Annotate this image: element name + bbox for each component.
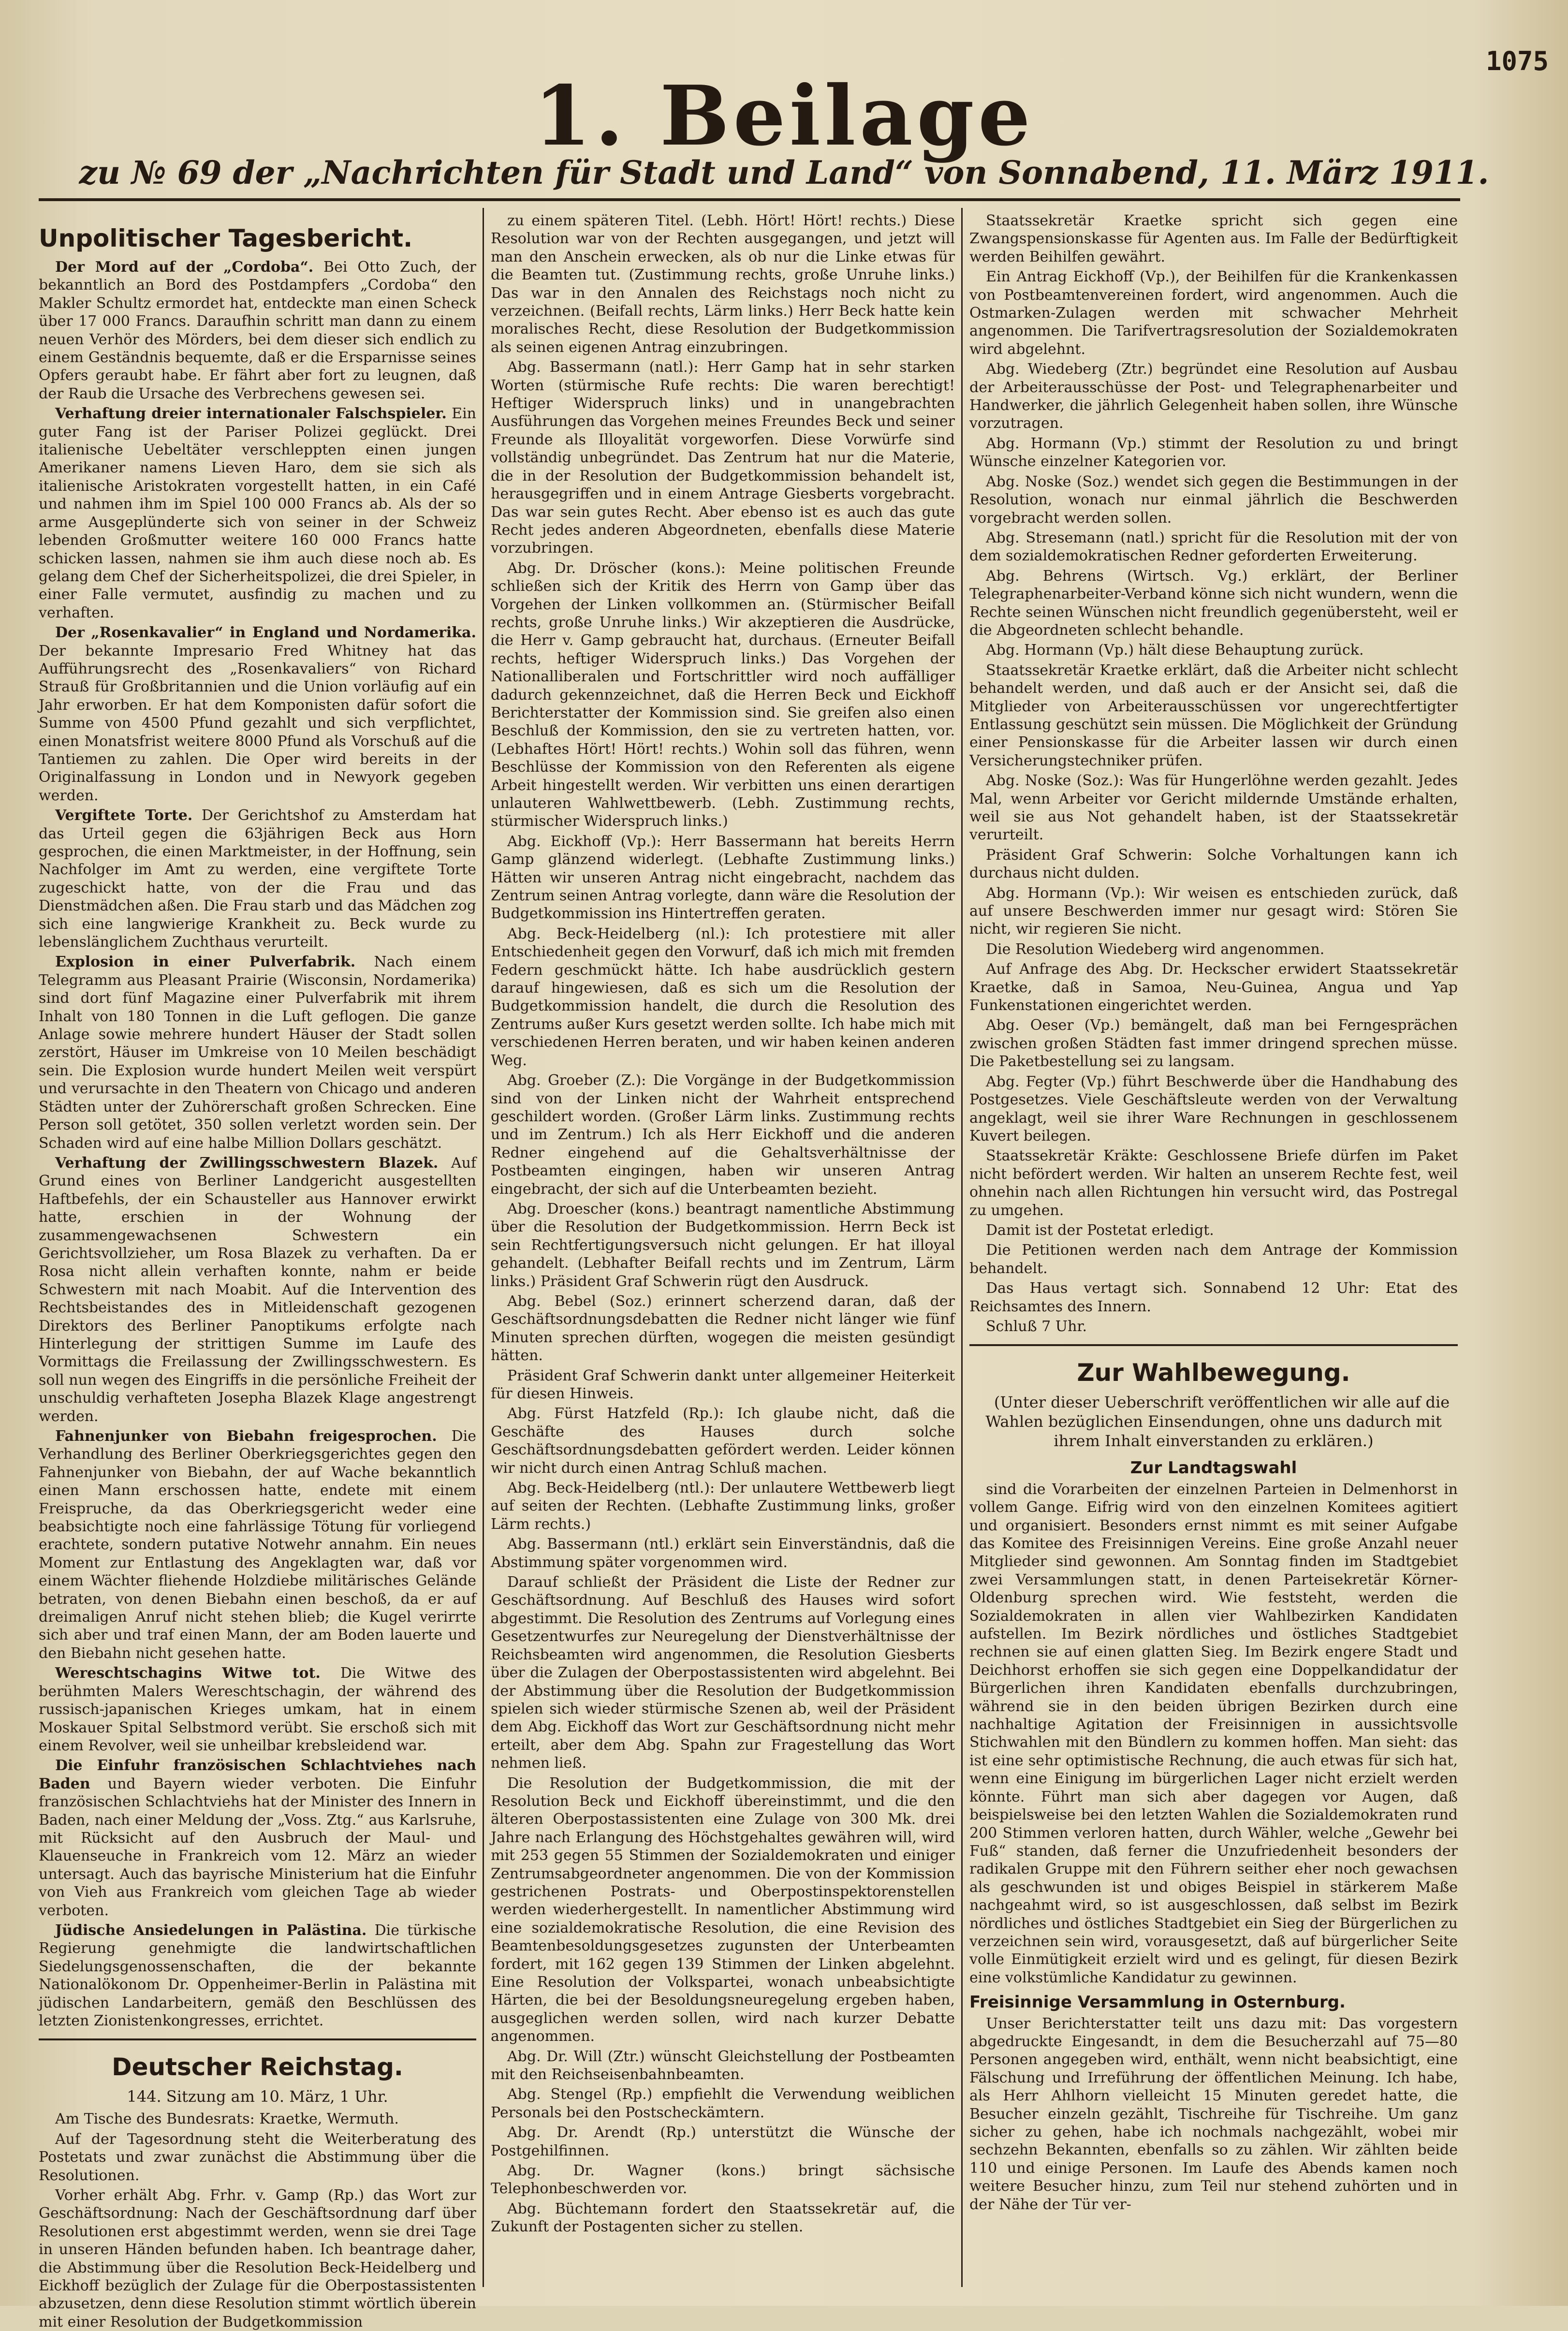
item-headline: Der Mord auf der „Cordoba“.: [55, 259, 314, 276]
paragraph: Staatssekretär Kraetke erklärt, daß die Arbeiter nicht schlecht behandelt werden, und daß auch er der Ansicht sei, daß die Mitglieder von Arbeiterausschüssen vor ungerechtfertigter Entlassung geschützt sein müssen. Die Möglichkeit der Gründung einer Pensionskasse für die Arbeiter lassen wir durch einen Versicherungstechniker prüfen.: [969, 661, 1458, 769]
paragraph: Auf Anfrage des Abg. Dr. Heckscher erwidert Staatssekretär Kraetke, daß in Samoa, Neu-Guinea, Angua und Yap Funkenstationen eingerichtet werden.: [969, 961, 1458, 1014]
item-text: Auf Grund eines von Berliner Landgericht ausgestellten Haftbefehls, der ein Schausteller aus Hannover erwirkt hatte, erschien in der Wohnung der zusammengewachsenen Schwestern ein Gerichtsvollzieher, um Rosa Blazek zu verhaften. Da er Rosa nicht allein verhaften konnte, nahm er beide Schwestern mit nach Moabit. Auf die Intervention des Rechtsbeistandes des in Mitleidenschaft gezogenen Direktors des Berliner Panoptikums erfolgte nach Hinterlegung der strittigen Summe im Laufe des Vormittags die Freilassung der Zwillingsschwestern. Es soll nun wegen des Eingriffs in die persönliche Freiheit der unschuldig verhafteten Josepha Blazek Klage angestrengt werden.: [39, 1154, 476, 1425]
paragraph: Abg. Bassermann (natl.): Herr Gamp hat in sehr starken Worten (stürmische Rufe rechts: Die waren berechtigt! Heftiger Widerspruch links) und in unangebrachten Ausführungen das Vorgehen meines Freundes Beck und seiner Freunde als Illoyalität vorgeworfen. Diese Vorwürfe sind vollständig unbegründet. Das Zentrum hat nur die Materie, die in der Resolution der Budgetkommission behandelt ist, herausgegriffen und in einem Antrage Giesberts vorgebracht. Das war sein gutes Recht. Aber ebenso ist es auch das gute Recht jedes anderen Abgeordneten, ebenfalls diese Materie vorzubringen.: [491, 359, 955, 557]
item-text: Nach einem Telegramm aus Pleasant Prairie (Wisconsin, Nordamerika) sind dort fünf Magazine einer Pulverfabrik mit ihrem Inhalt von 180 Tonnen in die Luft geflogen. Die ganze Anlage sowie mehrere hundert Häuser der Stadt sollen zerstört, Häuser im Umkreise von 10 Meilen beschädigt sein. Die Explosion wurde hundert Meilen weit verspürt und verursachte in den Theatern von Chicago und anderen Städten unter der Zuhörerschaft großen Schrecken. Eine Person soll getötet, 350 sollen verletzt worden sein. Der Schaden wird auf eine halbe Million Dollars geschätzt.: [39, 953, 476, 1152]
section-divider: [969, 1344, 1458, 1346]
item-text: Der bekannte Impresario Fred Whitney hat das Aufführungsrecht des „Rosenkavaliers“ von Richard Strauß für Großbritannien und die Union vorläufig auf ein Jahr erworben. Er hat dem Komponisten dafür sofort die Summe von 4500 Pfund gezahlt und sich verpflichtet, einen Monatsfrist weitere 8000 Pfund als Vorschuß auf die Tantiemen zu zahlen. Die Oper wird bereits in der Originalfassung in London und in Newyork gegeben werden.: [39, 642, 476, 804]
item-headline: Verhaftung der Zwillingsschwestern Blazek.: [55, 1154, 439, 1172]
item-headline: Explosion in einer Pulverfabrik.: [55, 953, 356, 971]
item-headline: Fahnenjunker von Biebahn freigesprochen.: [55, 1428, 437, 1445]
section-heading-reichstag: Deutscher Reichstag.: [112, 2053, 403, 2082]
paragraph: Abg. Bassermann (ntl.) erklärt sein Einverständnis, daß die Abstimmung später vorgenommen wird.: [491, 1536, 955, 1571]
paragraph: Abg. Stengel (Rp.) empfiehlt die Verwendung weiblichen Personals bei den Postscheckämtern.: [491, 2086, 955, 2121]
paragraph: Abg. Beck-Heidelberg (ntl.): Der unlautere Wettbewerb liegt auf seiten der Rechten. (Lebhafte Zustimmung links, großer Lärm rechts.): [491, 1480, 955, 1533]
reichstag-report-end: [969, 212, 1458, 1335]
paragraph: Staatssekretär Kräkte: Geschlossene Briefe dürfen im Paket nicht befördert werden. Wir halten an unserem Rechte fest, weil ohnehin nach allen Richtungen hin versucht wird, das Postregal zu umgehen.: [969, 1147, 1458, 1219]
paragraph: Abg. Büchtemann fordert den Staatssekretär auf, die Zukunft der Postagenten sicher zu stellen.: [491, 2200, 955, 2236]
session-line: 144. Sitzung am 10. März, 1 Uhr.: [127, 2087, 388, 2106]
paragraph: Unser Berichterstatter teilt uns dazu mit: Das vorgestern abgedruckte Eingesandt, in dem die Besucherzahl auf 75—80 Personen angegeben wird, enthält, wenn nicht beabsichtigt, eine Fälschung und Irreführung der öffentlichen Meinung. Ich habe, als Herr Ahlhorn vielleicht 15 Minuten geredet hatte, die Besucher einzeln gezählt, Tischreihe für Tischreihe. Um ganz sicher zu gehen, habe ich nochmals nachgezählt, wobei mir sechzehn Bekannten, ebenfalls so zu zählen. Wir zählten beide 110 und einige Personen. Im Laufe des Abends kamen noch weitere Besucher hinzu, zum Teil nur stehend zuhörten und in der Nähe der Tür ver-: [969, 2015, 1458, 2213]
paragraph: Abg. Droescher (kons.) beantragt namentliche Abstimmung über die Resolution der Budgetkommission. Herrn Beck ist sein Rechtfertigungsversuch nicht gelungen. Er hat illoyal gehandelt. (Lebhafter Beifall rechts und im Zentrum, Lärm links.) Präsident Graf Schwerin rügt den Ausdruck.: [491, 1200, 955, 1290]
item-headline: Jüdische Ansiedelungen in Palästina.: [55, 1921, 367, 1939]
news-item: [39, 1427, 476, 1662]
item-text: und Bayern wieder verboten. Die Einfuhr französischen Schlachtviehs hat der Minister des Innern in Baden, nach einer Meldung der „Voss. Ztg.“ aus Karlsruhe, mit Rücksicht auf den Ausbruch der Maul- und Klauenseuche in Frankreich vom 12. März an wieder untersagt. Auch das bayrische Ministerium hat die Einfuhr von Vieh aus Frankreich vom gleichen Tage ab wieder verboten.: [39, 1775, 476, 1919]
column-3: [969, 212, 1458, 2276]
item-text: Die türkische Regierung genehmigte die landwirtschaftlichen Siedelungsgenossenschaften, die der bekannte Nationalökonom Dr. Oppenheimer-Berlin in Palästina mit jüdischen Landarbeitern, gemäß den Beschlüssen des letzten Zionistenkongresses, errichtet.: [39, 1921, 476, 2029]
paragraph: Ein Antrag Eickhoff (Vp.), der Beihilfen für die Krankenkassen von Postbeamtenvereinen fordert, wird angenommen. Auch die Ostmarken-Zulagen werden mit schwacher Mehrheit angenommen. Die Tarifvertragsresolution der Sozialdemokraten wird abgelehnt.: [969, 268, 1458, 358]
paragraph: Abg. Fürst Hatzfeld (Rp.): Ich glaube nicht, daß die Geschäfte des Hauses durch solche Geschäftsordnungsdebatten gefördert werden. Leider können wir nicht durch einen Antrag Schluß machen.: [491, 1405, 955, 1477]
section-heading-wahlbewegung: Zur Wahlbewegung.: [1077, 1359, 1350, 1387]
news-item-list: [39, 258, 476, 2030]
paragraph: Abg. Groeber (Z.): Die Vorgänge in der Budgetkommission sind von der Linken nicht der Wahrheit entsprechend geschildert worden. (Großer Lärm links. Zustimmung rechts und im Zentrum.) Ich als Herr Eickhoff und die anderen Redner eingehend auf die Gehaltsverhältnisse der Postbeamten eingingen, haben wir unseren Antrag eingebracht, der sich auf die Unterbeamten bezieht.: [491, 1072, 955, 1198]
paragraph: Vorher erhält Abg. Frhr. v. Gamp (Rp.) das Wort zur Geschäftsordnung: Nach der Geschäftsordnung darf über Resolutionen erst abgestimmt werden, wenn sie drei Tage in unseren Händen befunden haben. Ich beantrage daher, die Abstimmung über die Resolution Beck-Heidelberg und Eickhoff bezüglich der Zulage für die Oberpostassistenten abzusetzen, denn diese Resolution stimmt wörtlich überein mit einer Resolution der Budgetkommission: [39, 2187, 476, 2331]
news-item: [39, 953, 476, 1152]
supplement-title: 1. Beilage: [534, 68, 1034, 164]
news-item: [39, 806, 476, 951]
item-text: Der Gerichtshof zu Amsterdam hat das Urteil gegen die 63jährigen Beck aus Horn gesprochen, die einen Marktmeister, in der Hoffnung, sein Nachfolger im Amt zu werden, eine vergiftete Torte zugeschickt hatte, von der die Frau und das Dienstmädchen aßen. Die Frau starb und das Mädchen zog sich eine langwierige Krankheit zu. Beck wurde zu lebenslänglichem Zuchthaus verurteilt.: [39, 807, 477, 951]
item-text: Die Witwe des berühmten Malers Wereschtschagin, der während des russisch-japanischen Krieges umkam, hat in einem Moskauer Spital Selbstmord verübt. Sie erschoß sich mit einem Revolver, weil sie unheilbar krebsleidend war.: [39, 1665, 476, 1754]
paragraph: Abg. Beck-Heidelberg (nl.): Ich protestiere mit aller Entschiedenheit gegen den Vorwurf, daß ich mich mit fremden Federn geschmückt hätte. Ich habe ausdrücklich gestern darauf hingewiesen, daß es sich um die Resolution der Budgetkommission handelt, die durch die Resolution des Zentrums außer Kurs gesetzt werden sollte. Ich habe mich mit verschiedenen Herren beraten, und wir haben keinen anderen Weg.: [491, 925, 955, 1069]
item-text: Ein guter Fang ist der Pariser Polizei geglückt. Drei italienische Uebeltäter verschleppten einen jungen Amerikaner namens Lieven Haro, dem sie sich als italienische Aristokraten vorgestellt hatten, in ein Café und nahmen ihm im Spiel 100 000 Francs ab. Als der so arme Ausgeplünderte sich von seiner in der Schweiz lebenden Großmutter weitere 160 000 Francs hatte schicken lassen, nahmen sie ihm auch diese noch ab. Es gelang dem Chef der Sicherheitspolizei, die drei Spieler, in einer Falle vermutet, ausfindig zu machen und zu verhaften.: [39, 405, 476, 621]
column-1: [39, 212, 477, 2331]
paragraph: Abg. Behrens (Wirtsch. Vg.) erklärt, der Berliner Telegraphenarbeiter-Verband könne sich nicht wundern, wenn die Rechte seinen Wünschen nicht freundlich gegenübersteht, weil er die Abgeordneten schlecht behandle.: [969, 567, 1458, 639]
reichstag-report-continued: [491, 212, 955, 2236]
item-headline: Die Einfuhr französischen Schlachtviehes nach Baden: [39, 1757, 476, 1792]
paragraph: Auf der Tagesordnung steht die Weiterberatung des Postetats und zwar zunächst die Abstimmung über die Resolutionen.: [39, 2130, 476, 2184]
paragraph: Abg. Wiedeberg (Ztr.) begründet eine Resolution auf Ausbau der Arbeiterausschüsse der Post- und Telegraphenarbeiter und Handwerker, die jährlich Gelegenheit haben sollen, ihre Wünsche vorzutragen.: [969, 361, 1458, 432]
column-rule-2: [961, 208, 963, 2287]
paragraph: Abg. Noske (Soz.): Was für Hungerlöhne werden gezahlt. Jedes Mal, wenn Arbeiter vor Gericht mildernde Umstände erhalten, weil sie aus Not gehandelt haben, ist der Staatssekretär verurteilt.: [969, 772, 1458, 844]
column-rule-1: [483, 208, 484, 2287]
page-number: 1075: [1485, 46, 1549, 76]
paragraph: Abg. Hormann (Vp.) hält diese Behauptung zurück.: [986, 642, 1364, 659]
landtag-article: [969, 1481, 1458, 1987]
paragraph: Staatssekretär Kraetke spricht sich gegen eine Zwangspensionskasse für Agenten aus. Im Falle der Bedürftigkeit werden Beihilfen gewährt.: [969, 212, 1458, 265]
paragraph: Abg. Hormann (Vp.): Wir weisen es entschieden zurück, daß auf unsere Beschwerden immer nur gesagt wird: Stören Sie nicht, wir regieren Sie nicht.: [969, 884, 1458, 938]
paragraph: Die Resolution der Budgetkommission, die mit der Resolution Beck und Eickhoff übereinstimmt, und die den älteren Oberpostassistenten eine Zulage von 300 Mk. drei Jahre nach Erlangung des Höchstgehaltes gewähren will, wird mit 253 gegen 55 Stimmen der Sozialdemokraten und einiger Zentrumsabgeordneter angenommen. Die von der Kommission gestrichenen Postrats- und Oberpostinspektorenstellen werden wiederhergestellt. In namentlicher Abstimmung wird eine sozialdemokratische Resolution, die eine Revision des Beamtenbesoldungsgesetzes zugunsten der Unterbeamten fordert, mit 162 gegen 139 Stimmen der Linken abgelehnt. Eine Resolution der Volkspartei, wonach unbeabsichtigte Härten, die bei der Besoldungsneuregelung ergeben haben, ausgeglichen werden sollen, wird nach kurzer Debatte angenommen.: [491, 1774, 955, 2045]
paragraph: Die Petitionen werden nach dem Antrage der Kommission behandelt.: [969, 1242, 1458, 1277]
paragraph: Schluß 7 Uhr.: [986, 1318, 1087, 1335]
paragraph: Darauf schließt der Präsident die Liste der Redner zur Geschäftsordnung. Auf Beschluß des Hauses wird sofort abgestimmt. Die Resolution des Zentrums auf Vorlegung eines Gesetzentwurfes zur Neuregelung der Dienstverhältnisse der Reichsbeamten wird angenommen, die Resolution Giesberts über die Zulagen der Oberpostassistenten wird abgelehnt. Bei der Abstimmung über die Resolution der Budgetkommission spielen sich wieder stürmische Szenen ab, weil der Präsident dem Abg. Eickhoff das Wort zur Geschäftsordnung nicht mehr erteilt, aber dem Abg. Spahn zur Fragestellung das Wort nehmen ließ.: [491, 1574, 955, 1772]
item-headline: Der „Rosenkavalier“ in England und Nordamerika.: [55, 624, 476, 642]
news-item: [39, 405, 476, 622]
item-text: Bei Otto Zuch, der bekanntlich an Bord des Postdampfers „Cordoba“ den Makler Schultz ermordet hat, entdeckte man einen Scheck über 17 000 Francs. Daraufhin schritt man dann zu einem neuen Verhör des Mörders, bei dem dieser sich endlich zu einem Geständnis bequemte, daß er die Ersparnisse seines Opfers geraubt habe. Er fährt aber fort zu leugnen, daß der Raub die Ursache des Verbrechens gewesen sei.: [39, 259, 476, 402]
paragraph: Am Tische des Bundesrats: Kraetke, Wermuth.: [55, 2111, 399, 2128]
news-item: [39, 1664, 476, 1755]
osternburg-article: [969, 2015, 1458, 2214]
paragraph: Abg. Dr. Dröscher (kons.): Meine politischen Freunde schließen sich der Kritik des Herrn von Gamp über das Vorgehen der Linken vollkommen an. (Stürmischer Beifall rechts, große Unruhe links.) Wir akzeptieren die Ausdrücke, die Herr v. Gamp gebraucht hat, durchaus. (Erneuter Beifall rechts, heftiger Widerspruch links.) Das Vorgehen der Nationalliberalen und Fortschrittler wird noch auffälliger dadurch gekennzeichnet, daß die Herren Beck und Eickhoff Berichterstatter der Kommission sind. Sie greifen also einen Beschluß der Kommission, den sie zu vertreten hatten, vor. (Lebhaftes Hört! Hört! rechts.) Wohin soll das führen, wenn Beschlüsse der Kommission von den Referenten als eigene Arbeit hingestellt werden. Wir verbitten uns einen derartigen unlauteren Wahlwettbewerb. (Lebh. Zustimmung rechts, stürmischer Widerspruch links.): [491, 559, 955, 830]
item-headline: Wereschtschagins Witwe tot.: [55, 1665, 321, 1682]
paragraph: Damit ist der Postetat erledigt.: [986, 1221, 1214, 1239]
paragraph: Abg. Noske (Soz.) wendet sich gegen die Bestimmungen in der Resolution, wonach nur einmal jährlich die Beschwerden vorgebracht werden sollen.: [969, 473, 1458, 527]
item-headline: Vergiftete Torte.: [55, 807, 193, 824]
paragraph: Abg. Dr. Arendt (Rp.) unterstützt die Wünsche der Postgehilfinnen.: [491, 2124, 955, 2159]
reichstag-report: [39, 2110, 476, 2331]
paragraph: Abg. Stresemann (natl.) spricht für die Resolution mit der von dem sozialdemokratischen Redner geforderten Erweiterung.: [969, 529, 1458, 565]
news-item: [39, 624, 476, 805]
paragraph: Abg. Eickhoff (Vp.): Herr Bassermann hat bereits Herrn Gamp glänzend widerlegt. (Lebhafte Zustimmung links.) Hätten wir unseren Antrag nicht eingebracht, nachdem das Zentrum seinen Antrag vorlegte, dann wäre die Resolution der Budgetkommission ins Hintertreffen geraten.: [491, 833, 955, 923]
paragraph: Abg. Dr. Will (Ztr.) wünscht Gleichstellung der Postbeamten mit den Reichseisenbahnbeamten.: [491, 2048, 955, 2083]
paragraph: Abg. Hormann (Vp.) stimmt der Resolution zu und bringt Wünsche einzelner Kategorien vor.: [969, 435, 1458, 470]
item-headline: Verhaftung dreier internationaler Falschspieler.: [55, 405, 447, 423]
subheading-landtagswahl: Zur Landtagswahl: [1130, 1458, 1297, 1478]
paragraph: Abg. Dr. Wagner (kons.) bringt sächsische Telephonbeschwerden vor.: [491, 2162, 955, 2198]
paragraph: Die Resolution Wiedeberg wird angenommen.: [986, 940, 1325, 958]
item-text: Die Verhandlung des Berliner Oberkriegsgerichtes gegen den Fahnenjunker von Biebahn, der auf Wache bekanntlich einen Mann erschossen hatte, endete mit einem Freispruche, da das Oberkriegsgericht weder eine beabsichtigte noch eine fahrlässige Tötung für vorliegend erachtete, sondern putative Notwehr annahm. Ein neues Moment zur Entlastung des Angeklagten war, daß vor einem Wächter fliehende Holzdiebe militärisches Gelände betraten, von denen Biebahn einen beschoß, da er auf dreimaligen Anruf nicht stehen blieb; die Kugel verirrte sich aber und traf einen Mann, der am Boden lauerte und den Biebahn nicht gesehen hatte.: [39, 1428, 476, 1662]
subheading-osternburg: Freisinnige Versammlung in Osternburg.: [969, 1993, 1346, 2012]
paragraph: Abg. Oeser (Vp.) bemängelt, daß man bei Ferngesprächen zwischen großen Städten fast immer dringend sprechen müsse. Die Paketbestellung sei zu langsam.: [969, 1017, 1458, 1070]
paragraph: Das Haus vertagt sich. Sonnabend 12 Uhr: Etat des Reichsamtes des Innern.: [969, 1280, 1458, 1315]
news-item: [39, 1757, 476, 1920]
paragraph: Präsident Graf Schwerin dankt unter allgemeiner Heiterkeit für diesen Hinweis.: [491, 1367, 955, 1402]
section-divider: [39, 2038, 476, 2040]
paragraph: zu einem späteren Titel. (Lebh. Hört! Hört! rechts.) Diese Resolution war von der Rechten ausgegangen, und jetzt will man den Anschein erwecken, als ob nur die Linke etwas für die Beamten tut. (Zustimmung rechts, große Unruhe links.) Das war in den Annalen des Reichstags noch nicht zu verzeichnen. (Beifall rechts, Lärm links.) Herr Beck hatte kein moralisches Recht, diese Resolution der Budgetkommission als seinen eigenen Antrag einzubringen.: [491, 212, 955, 356]
header-rule: [39, 198, 1460, 201]
editorial-note: (Unter dieser Ueberschrift veröffentlichen wir alle auf die Wahlen bezüglichen Einsendungen, ohne uns dadurch mit ihrem Inhalt einverstanden zu erklären.): [985, 1393, 1450, 1451]
paragraph: Abg. Bebel (Soz.) erinnert scherzend daran, daß der Geschäftsordnungsdebatten die Redner nicht länger wie fünf Minuten sprechen dürften, wogegen die meisten gesündigt hätten.: [491, 1292, 955, 1364]
supplement-subtitle: zu № 69 der „Nachrichten für Stadt und Land“ von Sonnabend, 11. März 1911.: [79, 154, 1489, 191]
news-item: [39, 258, 476, 403]
paragraph: Abg. Fegter (Vp.) führt Beschwerde über die Handhabung des Postgesetzes. Viele Geschäftsleute werden von der Verwaltung angeklagt, weil sie ihrer Ware Rechnungen in geschlossenem Kuvert beilegen.: [969, 1073, 1458, 1144]
news-item: [39, 1921, 476, 2030]
section-heading-tagesbericht: Unpolitischer Tagesbericht.: [39, 224, 413, 252]
paragraph: Präsident Graf Schwerin: Solche Vorhaltungen kann ich durchaus nicht dulden.: [969, 846, 1458, 882]
column-2: [491, 212, 955, 2276]
paragraph: sind die Vorarbeiten der einzelnen Parteien in Delmenhorst in vollem Gange. Eifrig wird von den einzelnen Komitees agitiert und organisiert. Besonders ernst nimmt es mit seiner Aufgabe das Komitee des Freisinnigen Vereins. Eine große Anzahl neuer Mitglieder sind gewonnen. Am Sonntag finden im Stadtgebiet zwei Versammlungen statt, in denen Parteisekretär Körner-Oldenburg sprechen wird. Wie feststeht, werden die Sozialdemokraten in allen vier Wahlbezirken Kandidaten aufstellen. Im Bezirk nördliches und östliches Stadtgebiet rechnen sie auf einen glatten Sieg. Im Bezirk engere Stadt und Deichhorst erhoffen sie sich gegen eine Doppelkandidatur der Bürgerlichen ihren Kandidaten ebenfalls durchzubringen, während sie in den beiden übrigen Bezirken durch eine nachhaltige Agitation der Freisinnigen in aussichtsvolle Stichwahlen mit den Bündlern zu kommen hoffen. Man sieht: das ist eine sehr optimistische Rechnung, die auch etwas für sich hat, wenn eine Einigung im bürgerlichen Lager nicht erzielt werden könnte. Führt man sich aber dagegen vor Augen, daß beispielsweise bei den letzten Wahlen die Sozialdemokraten rund 200 Stimmen verloren hatten, durch Wähler, welche „Gewehr bei Fuß“ standen, daß ferner die Unzufriedenheit besonders der radikalen Gruppe mit den Führern seither eher noch gewachsen als geschwunden ist und obiges Beispiel in stärkerem Maße nachgeahmt wird, so ist ausgeschlossen, daß selbst im Bezirk nördliches und östliches Stadtgebiet ein Sieg der Bürgerlichen zu verzeichnen sein wird, vorausgesetzt, daß auf bürgerlicher Seite volle Einmütigkeit erzielt wird und es gelingt, für diesen Bezirk eine volkstümliche Kandidatur zu gewinnen.: [969, 1481, 1458, 1986]
news-item: [39, 1154, 476, 1425]
